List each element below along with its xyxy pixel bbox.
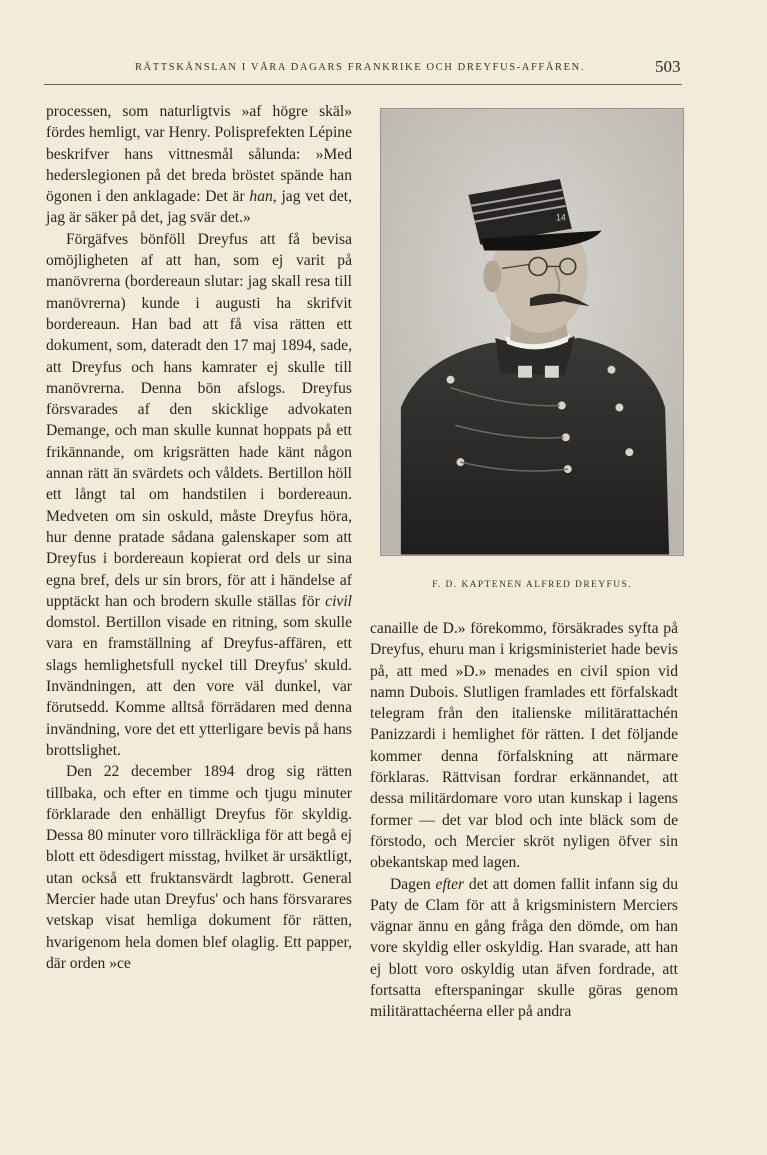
text-run: processen, som naturligtvis »af högre skäl» fördes hemligt, var Henry. Polisprefekten Lépine beskrifver hans vittnesmål sålunda: »Med hederslegionen på det breda bröstet spände han ögonen i den anklagade: Det är: [46, 103, 352, 206]
portrait-image: [381, 109, 683, 555]
page-number: 503: [655, 57, 681, 76]
portrait-photograph: [380, 108, 684, 556]
left-text-column: [46, 101, 352, 974]
figure-caption: F. D. KAPTENEN ALFRED DREYFUS.: [432, 580, 632, 590]
running-head: RÄTTSKÄNSLAN I VÅRA DAGARS FRANKRIKE OCH DREYFUS-AFFÄREN.: [134, 62, 586, 73]
paragraph: [370, 874, 678, 1023]
emphasis: civil: [325, 592, 352, 610]
text-run: , jag vet det, jag är säker på det, jag svär det.»: [46, 188, 352, 227]
text-run: Dagen: [390, 875, 436, 893]
emphasis: han: [249, 188, 273, 206]
kepi-number: 14: [555, 212, 566, 223]
text-run: det att domen fallit infann sig du Paty de Clam för att å krigsministern Merciers vägnar ännu en gång fråga den dömde, om han vore skyldig eller oskyldig. Han svarade, att han ej blott voro oskyldig utan äfven fordrade, att fortsatta efterspaningar skulle göras genom militärattachéerna eller på andra: [370, 875, 678, 1021]
paragraph: Den 22 december 1894 drog sig rätten tillbaka, och efter en timme och tjugu minuter förklarade den enhälligt Dreyfus för skyldig. Dessa 80 minuter voro tillräckliga för att begå ej blott ett ödesdigert misstag, hvilket är ursäktligt, utan också ett fruktansvärdt lagbrott. General Mercier hade utan Dreyfus' och hans försvarares vetskap visat hemliga dokument för rätten, hvarigenom hela domen blef olaglig. Ett papper, där orden »ce: [46, 763, 352, 972]
right-text-column: [370, 618, 678, 1023]
paragraph: [46, 229, 352, 761]
text-run: domstol. Bertillon visade en ritning, som skulle vara en framställning af Dreyfus-affären, ett slags hemlighetsfull nyckel till Dreyfus' skuld. Invändningen, att den vore väl dunkel, var förutsedd. Komme alltså förrädaren med denna invändning, vore det ett ytterligare bevis på hans brottslighet.: [46, 614, 352, 759]
paragraph: [46, 101, 352, 229]
text-run: Förgäfves bönföll Dreyfus att få bevisa omöjligheten af att han, som ej varit på manövrerna (bordereaun slutar: jag skall resa till manövrerna) kunde i augusti ha skrifvit bordereaun. Han bad att få visa rätten ett dokument, som, dateradt den 17 maj 1894, sade, att Dreyfus och hans kamrater ej skulle till manövrerna. Denna bön afslogs. Dreyfus försvarades af den skicklige advokaten Demange, och man skulle kunnat hoppats på ett frikännande, om krigsrätten hade känt någon annan rätt än svärdets och våldets. Bertillon höll ett långt tal om handstilen i bordereaun. Medveten om sin oskuld, måste Dreyfus höra, hur denne pratade sådana galenskaper som att Dreyfus i bordereaun kopierat ord dels ur sina egna bref, dels ur sin brors, för att i händelse af upptäckt han och brodern skulle ställas för: [46, 230, 352, 610]
header-rule: [44, 84, 682, 85]
paragraph: canaille de D.» förekommo, försäkrades syfta på Dreyfus, ehuru man i krigsministeriet hade bevis på, att med »D.» menades en civil spion vid namn Dubois. Slutligen framlades ett förfalskadt telegram från den italienske militärattachén Panizzardi i hemlighet för rätten. I det följande kommer denna förfalskning att närmare förklaras. Rättvisan fordrar erkännandet, att dessa militärdomare voro utan kunskap i lagens former — det var blod och inte bläck som de förstodo, och Mercier skröt nyligen öfver sin obekantskap med lagen.: [370, 620, 678, 872]
emphasis: efter: [435, 875, 465, 893]
